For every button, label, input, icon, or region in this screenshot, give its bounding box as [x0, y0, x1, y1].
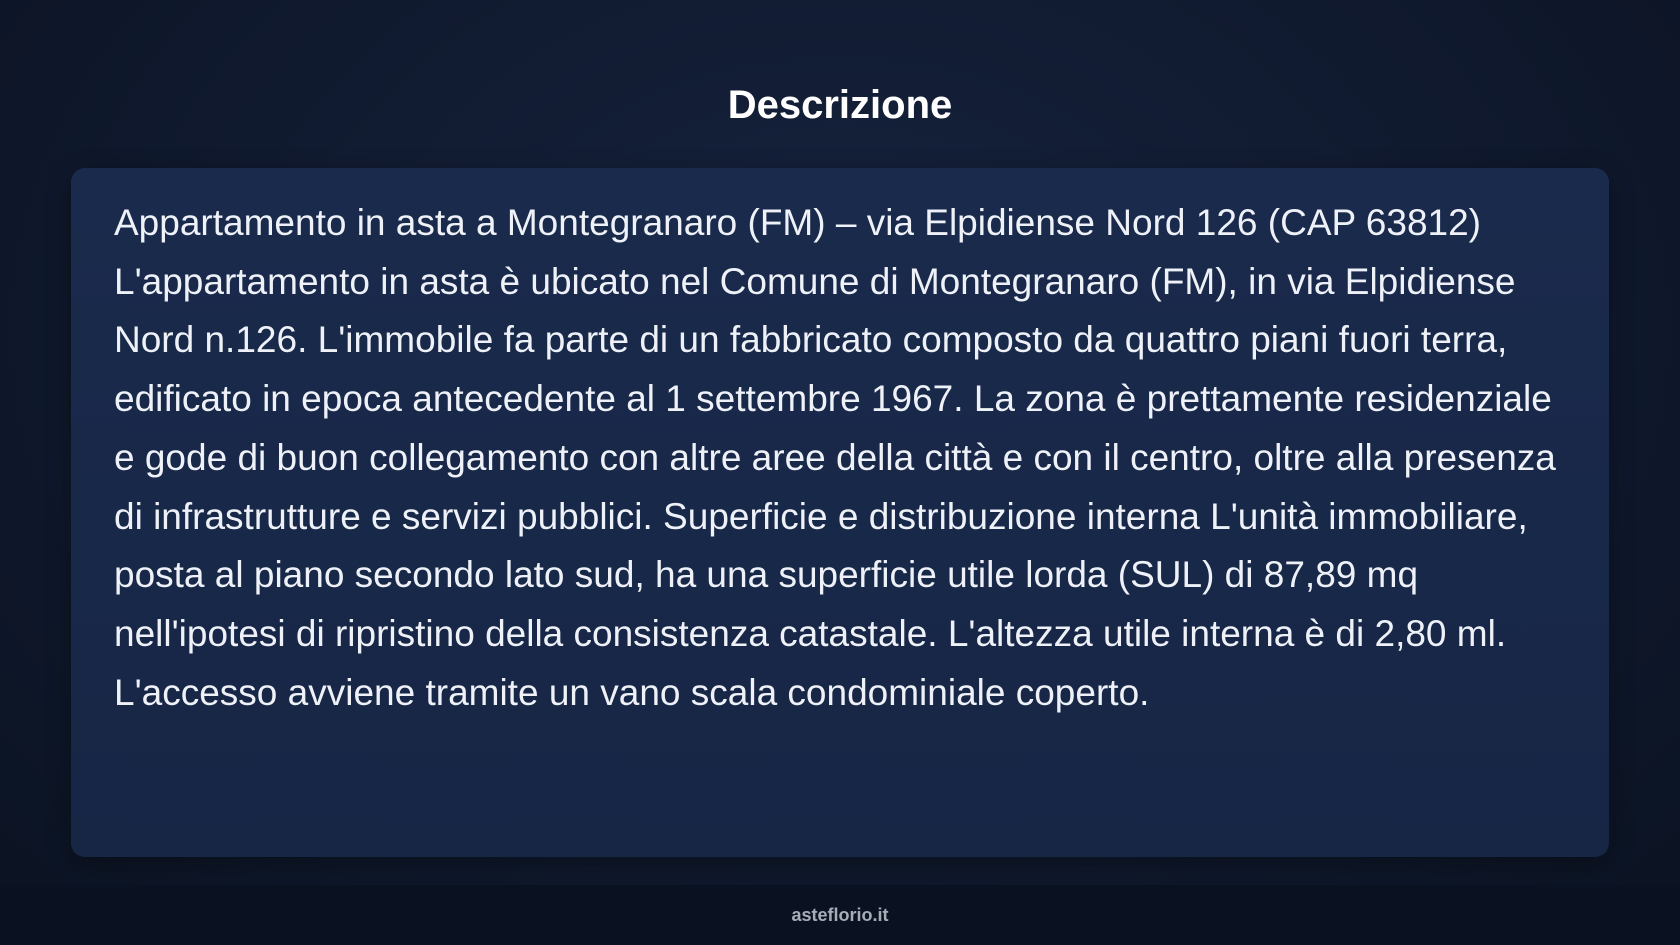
- section-title: Descrizione: [727, 83, 953, 127]
- footer-site-name: asteflorio.it: [791, 904, 889, 925]
- footer-bar: [0, 885, 1680, 945]
- description-card: [71, 168, 1609, 857]
- description-text: Appartamento in asta a Montegranaro (FM) – via Elpidiense Nord 126 (CAP 63812) L'appartamento in asta è ubicato nel Comune di Montegranaro (FM), in via Elpidiense Nord n.126. L'immobile fa parte di un fabbricato composto da quattro piani fuori terra, edificato in epoca antecedente al 1 settembre 1967. La zona è prettamente residenziale e gode di buon collegamento con altre aree della città e con il centro, oltre alla presenza di infrastrutture e servizi pubblici. Superficie e distribuzione interna L'unità immobiliare, posta al piano secondo lato sud, ha una superficie utile lorda (SUL) di 87,89 mq nell'ipotesi di ripristino della consistenza catastale. L'altezza utile interna è di 2,80 ml. L'accesso avviene tramite un vano scala condominiale coperto.: [114, 202, 1556, 713]
